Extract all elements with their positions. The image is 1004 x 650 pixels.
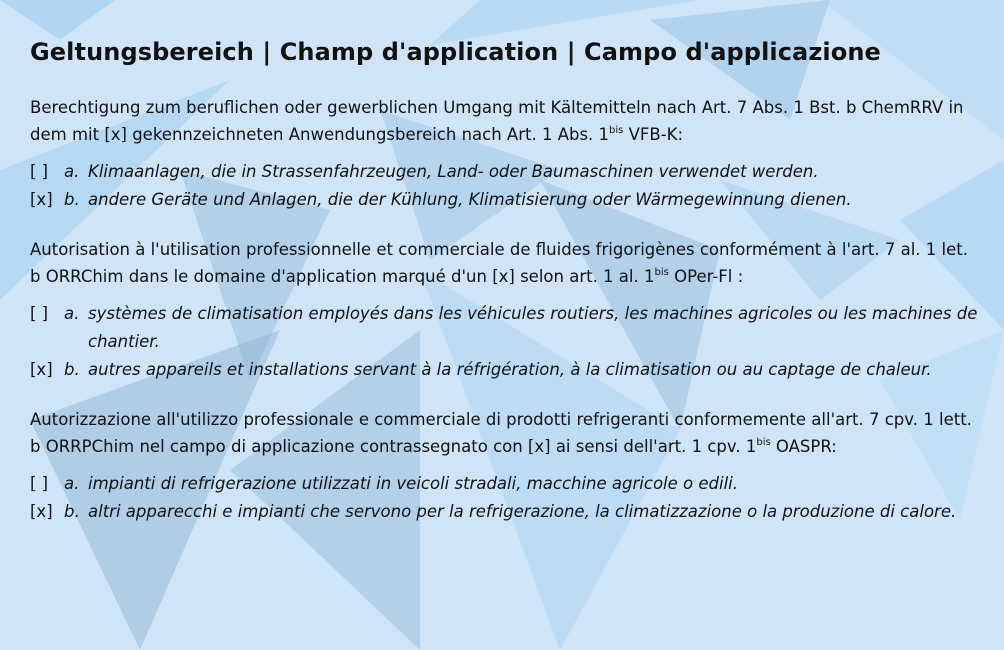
option-a	[30, 300, 980, 356]
option-letter: b.	[64, 502, 80, 521]
option-text: impianti di refrigerazione utilizzati in veicoli stradali, macchine agricole o edili.	[88, 474, 738, 493]
checkbox-marker: [x]	[30, 502, 53, 521]
option-letter: a.	[64, 474, 80, 493]
checkbox-marker: [ ]	[30, 474, 49, 493]
section-intro	[30, 94, 980, 148]
option-text: altri apparecchi e impianti che servono per la refrigerazione, la climatizzazione o la produzione di calore.	[88, 502, 957, 521]
intro-suffix: VFB-K:	[623, 125, 684, 144]
intro-suffix: OPer-Fl :	[668, 267, 744, 286]
intro-text: Berechtigung zum beruflichen oder gewerblichen Umgang mit Kältemitteln nach Art. 7 Abs. 1 Bst. b ChemRRV in dem mit [x] gekennzeichneten Anwendungsbereich nach Art. 1 Abs. 1	[30, 98, 964, 144]
option-letter: a.	[64, 162, 80, 181]
document-body	[30, 38, 980, 548]
option-letter: a.	[64, 304, 80, 323]
page-title: Geltungsbereich | Champ d'application | Campo d'applicazione	[30, 38, 881, 66]
checkbox-marker: [ ]	[30, 162, 49, 181]
option-list	[30, 158, 980, 214]
checkbox-marker: [x]	[30, 190, 53, 209]
option-b	[30, 356, 980, 384]
superscript: bis	[609, 125, 624, 136]
intro-text: Autorisation à l'utilisation professionnelle et commerciale de fluides frigorigènes conformément à l'art. 7 al. 1 let. b ORRChim dans le domaine d'application marqué d'un [x] selon art. 1 al. 1	[30, 240, 968, 286]
section-italian	[30, 406, 980, 526]
option-list	[30, 300, 980, 384]
option-a	[30, 470, 980, 498]
option-letter: b.	[64, 360, 80, 379]
option-list	[30, 470, 980, 526]
superscript: bis	[756, 437, 771, 448]
option-b	[30, 498, 980, 526]
checkbox-marker: [ ]	[30, 304, 49, 323]
intro-text: Autorizzazione all'utilizzo professionale e commerciale di prodotti refrigeranti conformemente all'art. 7 cpv. 1 lett. b ORRPChim nel campo di applicazione contrassegnato con [x] ai sensi dell'art. 1 cpv. 1	[30, 410, 972, 456]
checkbox-marker: [x]	[30, 360, 53, 379]
section-intro	[30, 236, 980, 290]
option-text: Klimaanlagen, die in Strassenfahrzeugen, Land- oder Baumaschinen verwendet werden.	[88, 162, 819, 181]
superscript: bis	[654, 267, 669, 278]
option-text: autres appareils et installations servant à la réfrigération, à la climatisation ou au captage de chaleur.	[88, 360, 932, 379]
option-b	[30, 186, 980, 214]
option-text: andere Geräte und Anlagen, die der Kühlung, Klimatisierung oder Wärmegewinnung dienen.	[88, 190, 852, 209]
section-german	[30, 94, 980, 214]
bg-shape	[0, 0, 115, 40]
option-letter: b.	[64, 190, 80, 209]
option-a	[30, 158, 980, 186]
section-intro	[30, 406, 980, 460]
section-french	[30, 236, 980, 384]
option-text: systèmes de climatisation employés dans les véhicules routiers, les machines agricoles ou les machines de chantier.	[88, 304, 978, 351]
intro-suffix: OASPR:	[770, 437, 837, 456]
